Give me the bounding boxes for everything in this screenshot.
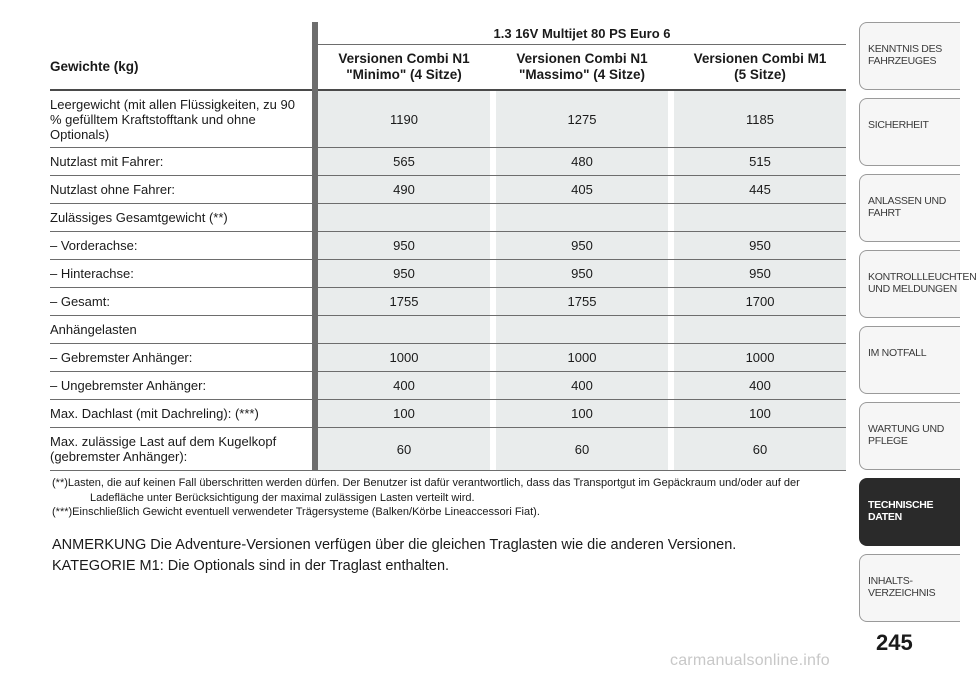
tab-anlassen-und-fahrt[interactable]: ANLASSEN UND FAHRT	[859, 174, 960, 242]
row-value: 405	[496, 176, 668, 204]
tab-kontrollleuchten[interactable]: KONTROLLLEUCHTEN UND MELDUNGEN	[859, 250, 960, 318]
version-header-3: Versionen Combi M1 (5 Sitze)	[674, 45, 846, 91]
table-row	[50, 372, 846, 400]
chapter-tabs	[859, 22, 976, 630]
row-label: Max. zulässige Last auf dem Kugelkopf (gebremster Anhänger):	[50, 428, 312, 471]
tab-sicherheit[interactable]: SICHERHEIT	[859, 98, 960, 166]
row-value	[496, 204, 668, 232]
row-value: 400	[496, 372, 668, 400]
table-row	[50, 428, 846, 471]
row-value: 950	[674, 232, 846, 260]
row-value: 1000	[318, 344, 490, 372]
remarks	[52, 535, 842, 577]
row-label: – Hinterachse:	[50, 260, 312, 288]
row-value	[318, 316, 490, 344]
table-label-header: Gewichte (kg)	[50, 45, 312, 91]
row-value: 1185	[674, 90, 846, 148]
footnote-loads: (**)Lasten, die auf keinen Fall überschritten werden dürfen. Der Benutzer ist dafür verantwortlich, dass das Transportgut im Gepäckraum und/oder auf der Ladefläche unter Berücksichtigung der maximal zulässigen Lasten verteilt wird.	[52, 477, 800, 504]
tab-wartung-und-pflege[interactable]: WARTUNG UND PFLEGE	[859, 402, 960, 470]
version-header-2: Versionen Combi N1 "Massimo" (4 Sitze)	[496, 45, 668, 91]
row-value: 950	[318, 260, 490, 288]
row-label: – Gesamt:	[50, 288, 312, 316]
engine-header: 1.3 16V Multijet 80 PS Euro 6	[318, 22, 846, 45]
tab-technische-daten[interactable]: TECHNISCHE DATEN	[859, 478, 960, 546]
tab-kenntnis-des-fahrzeuges[interactable]: KENNTNIS DES FAHRZEUGES	[859, 22, 960, 90]
row-value: 1755	[318, 288, 490, 316]
table-row	[50, 344, 846, 372]
table-row	[50, 204, 846, 232]
row-label: – Ungebremster Anhänger:	[50, 372, 312, 400]
row-value: 100	[674, 400, 846, 428]
table-row	[50, 176, 846, 204]
weights-table	[50, 22, 846, 471]
row-value: 490	[318, 176, 490, 204]
row-value: 950	[318, 232, 490, 260]
weights-table-container	[50, 22, 846, 471]
row-value: 1190	[318, 90, 490, 148]
row-label: Leergewicht (mit allen Flüssigkeiten, zu 90 % gefülltem Kraftstofftank und ohne Optionals)	[50, 90, 312, 148]
page-number: 245	[876, 630, 913, 655]
row-value: 100	[496, 400, 668, 428]
row-value: 60	[318, 428, 490, 471]
watermark: carmanualsonline.info	[670, 652, 830, 669]
row-value: 445	[674, 176, 846, 204]
row-value: 60	[674, 428, 846, 471]
row-value: 1275	[496, 90, 668, 148]
row-value	[674, 204, 846, 232]
remark-adventure: ANMERKUNG Die Adventure-Versionen verfügen über die gleichen Traglasten wie die anderen Versionen.	[52, 537, 737, 553]
table-row	[50, 400, 846, 428]
row-value: 400	[318, 372, 490, 400]
row-value: 565	[318, 148, 490, 176]
row-label: Nutzlast mit Fahrer:	[50, 148, 312, 176]
row-label: Anhängelasten	[50, 316, 312, 344]
row-value: 950	[496, 260, 668, 288]
table-row	[50, 232, 846, 260]
row-value: 100	[318, 400, 490, 428]
version-header-1: Versionen Combi N1 "Minimo" (4 Sitze)	[318, 45, 490, 91]
tab-inhaltsverzeichnis[interactable]: INHALTS- VERZEICHNIS	[859, 554, 960, 622]
row-value	[674, 316, 846, 344]
row-label: Nutzlast ohne Fahrer:	[50, 176, 312, 204]
footnotes	[52, 476, 842, 520]
row-value	[318, 204, 490, 232]
table-row	[50, 148, 846, 176]
table-row	[50, 288, 846, 316]
row-value: 1000	[674, 344, 846, 372]
row-label: Max. Dachlast (mit Dachreling): (***)	[50, 400, 312, 428]
row-label: Zulässiges Gesamtgewicht (**)	[50, 204, 312, 232]
table-row	[50, 316, 846, 344]
remark-category-m1: KATEGORIE M1: Die Optionals sind in der Traglast enthalten.	[52, 558, 450, 574]
row-value: 1700	[674, 288, 846, 316]
tab-im-notfall[interactable]: IM NOTFALL	[859, 326, 960, 394]
row-value: 400	[674, 372, 846, 400]
row-value: 515	[674, 148, 846, 176]
row-value: 1755	[496, 288, 668, 316]
row-value: 950	[496, 232, 668, 260]
row-value: 60	[496, 428, 668, 471]
table-row	[50, 260, 846, 288]
row-label: – Gebremster Anhänger:	[50, 344, 312, 372]
table-row	[50, 90, 846, 148]
row-value	[496, 316, 668, 344]
row-value: 1000	[496, 344, 668, 372]
row-label: – Vorderachse:	[50, 232, 312, 260]
row-value: 950	[674, 260, 846, 288]
row-value: 480	[496, 148, 668, 176]
footnote-carrier: (***)Einschließlich Gewicht eventuell verwendeter Trägersysteme (Balken/Körbe Lineaccessori Fiat).	[52, 506, 540, 518]
